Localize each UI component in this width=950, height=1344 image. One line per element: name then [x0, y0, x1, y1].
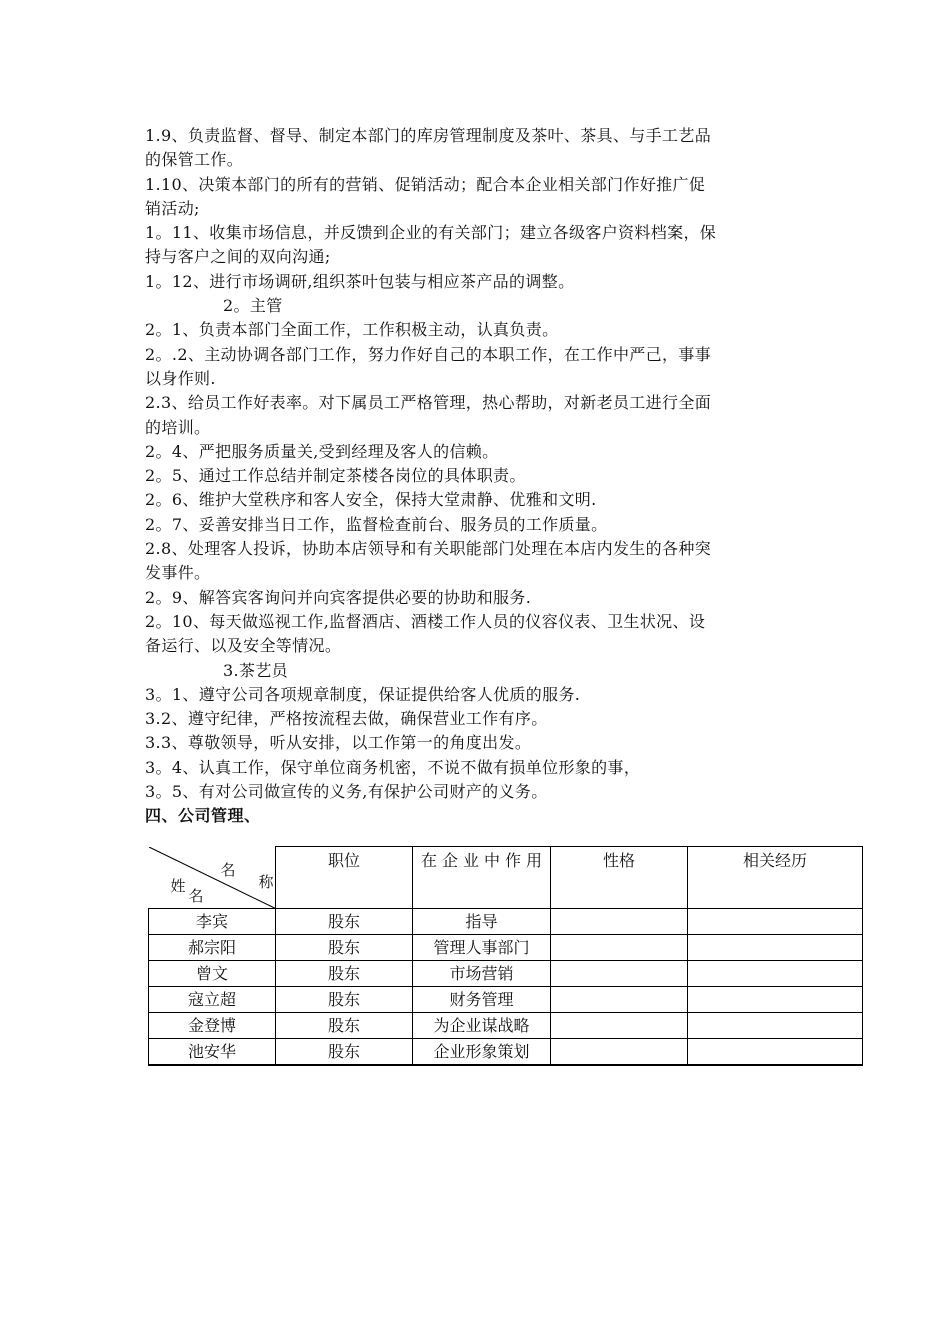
text-line: 3。4、认真工作，保守单位商务机密，不说不做有损单位形象的事，: [145, 757, 641, 777]
text-line: 2.3、给员工作好表率。对下属员工严格管理，热心帮助，对新老员工进行全面: [145, 393, 712, 413]
cell-personality: [551, 935, 688, 961]
cell-experience: [688, 961, 863, 987]
diagonal-header-cell: [149, 847, 276, 909]
section-4-heading: 四、公司管理、: [145, 806, 261, 826]
text-line: 3。1、遵守公司各项规章制度，保证提供给客人优质的服务.: [145, 684, 581, 704]
sub-heading-tea-artist: 3.茶艺员: [223, 660, 289, 680]
text-line: 2.8、处理客人投诉，协助本店领导和有关职能部门处理在本店内发生的各种突: [145, 539, 712, 559]
table-row: [149, 909, 863, 935]
text-line: 1.9、负责监督、督导、制定本部门的库房管理制度及茶叶、茶具、与手工艺品: [145, 126, 712, 145]
text-line: 2。.2、主动协调各部门工作，努力作好自己的本职工作，在工作中严己，事事: [145, 344, 712, 364]
cell-experience: [688, 1039, 863, 1066]
cell-experience: [688, 987, 863, 1013]
header-personality: 性格: [551, 847, 688, 909]
text-line: 销活动;: [145, 198, 200, 218]
diag-label-bottom-1: 姓: [170, 876, 186, 895]
cell-position: 股东: [276, 987, 413, 1013]
cell-name: 郝宗阳: [149, 935, 276, 961]
table-header-row: [149, 847, 863, 909]
text-line: 2。1、负责本部门全面工作，工作积极主动，认真负责。: [145, 320, 559, 340]
text-line: 2。10、每天做巡视工作,监督酒店、酒楼工作人员的仪容仪表、卫生状况、设: [145, 611, 706, 631]
section-3-lines: [145, 683, 825, 804]
section-1-lines: [145, 124, 825, 294]
section-2-lines: [145, 318, 825, 658]
text-line: 持与客户之间的双向沟通;: [145, 247, 331, 267]
cell-role: 为企业谋战略: [413, 1013, 551, 1039]
text-line: 1.10、决策本部门的所有的营销、促销活动；配合本企业相关部门作好推广促: [145, 174, 706, 194]
cell-position: 股东: [276, 935, 413, 961]
table-row: [149, 961, 863, 987]
table-row: [149, 935, 863, 961]
text-line: 备运行、以及安全等情况。: [145, 636, 342, 656]
cell-position: 股东: [276, 1013, 413, 1039]
text-line: 3。5、有对公司做宣传的义务,有保护公司财产的义务。: [145, 782, 548, 802]
text-line: 2。6、维护大堂秩序和客人安全，保持大堂肃静、优雅和文明.: [145, 490, 597, 510]
cell-position: 股东: [276, 909, 413, 935]
cell-role: 企业形象策划: [413, 1039, 551, 1066]
cell-personality: [551, 961, 688, 987]
management-table: [148, 846, 863, 1066]
header-position: 职位: [276, 847, 413, 909]
cell-experience: [688, 935, 863, 961]
text-line: 以身作则.: [145, 368, 216, 388]
text-line: 2。9、解答宾客询问并向宾客提供必要的协助和服务.: [145, 587, 532, 607]
cell-position: 股东: [276, 1039, 413, 1066]
text-line: 的培训。: [145, 417, 211, 437]
table-row: [149, 987, 863, 1013]
cell-personality: [551, 1039, 688, 1066]
text-line: 2。4、严把服务质量关,受到经理及客人的信赖。: [145, 441, 499, 461]
diagonal-line: [149, 847, 276, 909]
cell-role: 市场营销: [413, 961, 551, 987]
cell-name: 曾文: [149, 961, 276, 987]
header-role: 在企业中作用: [413, 847, 551, 909]
text-line: 1。12、进行市场调研,组织茶叶包装与相应茶产品的调整。: [145, 271, 575, 291]
cell-position: 股东: [276, 961, 413, 987]
cell-name: 金登博: [149, 1013, 276, 1039]
diag-label-top-1: 名: [220, 860, 236, 879]
text-line: 2。5、通过工作总结并制定茶楼各岗位的具体职责。: [145, 466, 526, 486]
header-experience: 相关经历: [688, 847, 863, 909]
cell-experience: [688, 909, 863, 935]
cell-name: 池安华: [149, 1039, 276, 1066]
cell-personality: [551, 987, 688, 1013]
text-line: 2。7、妥善安排当日工作，监督检查前台、服务员的工作质量。: [145, 514, 608, 534]
text-line: 的保管工作。: [145, 150, 244, 170]
cell-experience: [688, 1013, 863, 1039]
table-row: [149, 1039, 863, 1066]
cell-role: 财务管理: [413, 987, 551, 1013]
cell-role: 指导: [413, 909, 551, 935]
text-line: 3.3、尊敬领导，听从安排，以工作第一的角度出发。: [145, 733, 532, 753]
document-body: [145, 124, 825, 828]
sub-heading-supervisor: 2。主管: [223, 296, 283, 316]
text-line: 发事件。: [145, 563, 211, 583]
cell-role: 管理人事部门: [413, 935, 551, 961]
text-line: 1。11、收集市场信息，并反馈到企业的有关部门；建立各级客户资料档案，保: [145, 223, 717, 243]
cell-name: 李宾: [149, 909, 276, 935]
cell-name: 寇立超: [149, 987, 276, 1013]
diag-label-bottom-2: 名: [188, 886, 204, 905]
table-row: [149, 1013, 863, 1039]
cell-personality: [551, 1013, 688, 1039]
diag-label-top-2: 称: [258, 872, 274, 891]
text-line: 3.2、遵守纪律，严格按流程去做，确保营业工作有序。: [145, 709, 548, 729]
cell-personality: [551, 909, 688, 935]
